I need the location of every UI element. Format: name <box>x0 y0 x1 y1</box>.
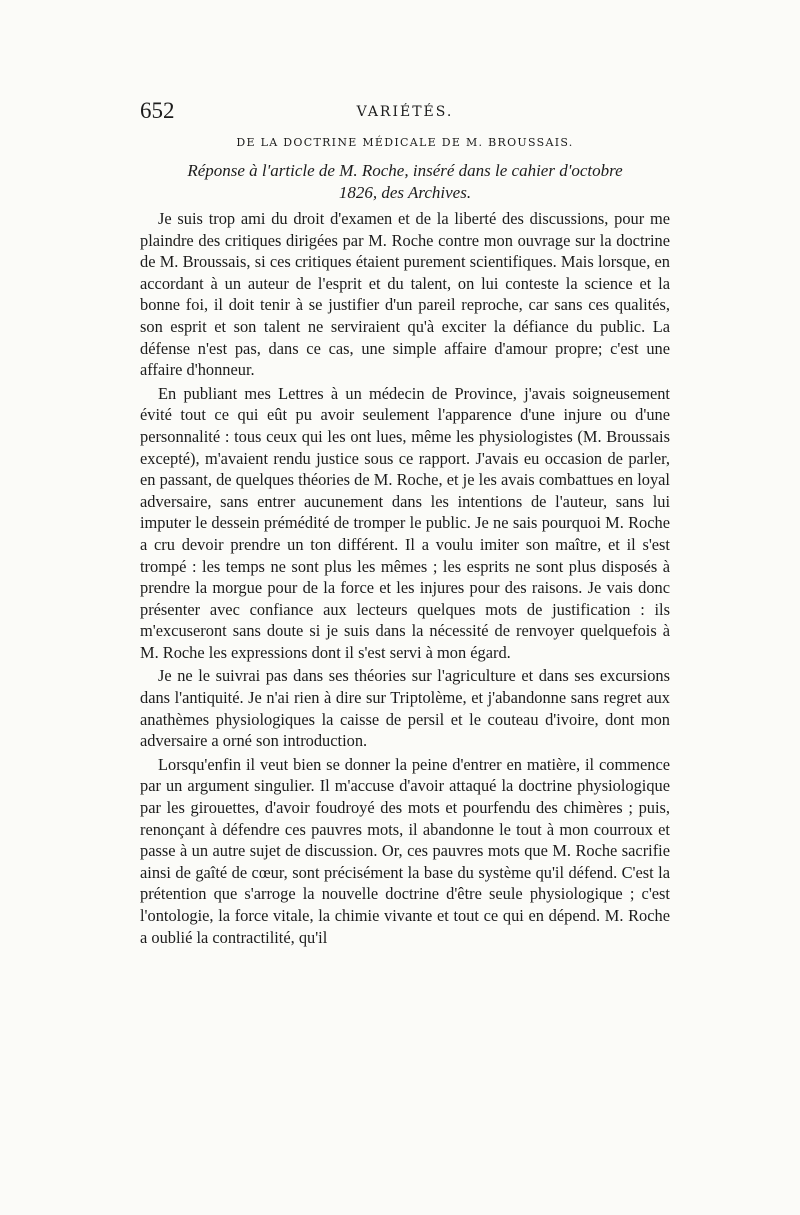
subtitle-line-1: Réponse à l'article de M. Roche, inséré dans le cahier d'octobre <box>187 161 623 180</box>
page-number: 652 <box>140 98 175 123</box>
paragraph: Lorsqu'enfin il veut bien se donner la peine d'entrer en matière, il commence par un argument singulier. Il m'accuse d'avoir attaqué la doctrine physiologique par les girouettes, d'avoir foudroyé des mots et pourfendu des chimères ; puis, renonçant à défendre ces pauvres mots, il abandonne le tout à mon courroux et passe à un autre sujet de discussion. Or, ces pauvres mots que M. Roche sacrifie ainsi de gaîté de cœur, sont précisément la base du système qu'il défend. C'est la prétention que s'arroge la nouvelle doctrine d'être seule physiologique ; c'est l'ontologie, la force vitale, la chimie vivante et tout ce qui en dépend. M. Roche a oublié la contractilité, qu'il <box>140 754 670 947</box>
subtitle-line-2: 1826, des Archives. <box>338 183 472 202</box>
paragraph: En publiant mes Lettres à un médecin de Province, j'avais soigneusement évité tout ce qui eût pu avoir seulement l'apparence d'une injure ou d'une personnalité : tous ceux qui les ont lues, même les physiologistes (M. Broussais excepté), m'avaient rendu justice sous ce rapport. J'avais eu occasion de parler, en passant, de quelques théories de M. Roche, et je les avais combattues en loyal adversaire, sans entrer aucunement dans les intentions de l'auteur, sans lui imputer le dessein prémédité de tromper le public. Je ne sais pourquoi M. Roche a cru devoir prendre un ton différent. Il a voulu imiter son maître, et il s'est trompé : les temps ne sont plus les mêmes ; les esprits ne sont plus disposés à prendre la morgue pour de la force et les injures pour des raisons. Je vais donc présenter avec confiance aux lecteurs quelques mots de justification : ils m'excuseront sans doute si je suis dans la nécessité de renvoyer quelquefois à M. Roche les expressions dont il s'est servi à mon égard. <box>140 383 670 662</box>
paragraph: Je ne le suivrai pas dans ses théories sur l'agriculture et dans ses excursions dans l'antiquité. Je n'ai rien à dire sur Triptolème, et j'abandonne sans regret aux anathèmes physiologiques la caisse de persil et le couteau d'ivoire, dont mon adversaire a orné son introduction. <box>140 666 670 751</box>
running-head <box>140 98 670 128</box>
paragraph: Je suis trop ami du droit d'examen et de la liberté des discussions, pour me plaindre des critiques dirigées par M. Roche contre mon ouvrage sur la doctrine de M. Broussais, si ces critiques étaient purement scientifiques. Mais lorsque, en accordant à un auteur de l'esprit et du talent, on lui conteste la science et la bonne foi, il doit tenir à se justifier d'un pareil reproche, car sans ces qualités, son esprit et son talent ne serviraient qu'à exciter la défiance du public. La défense n'est pas, dans ce cas, une simple affaire d'amour propre; c'est une affaire d'honneur. <box>140 209 670 380</box>
article-title: DE LA DOCTRINE MÉDICALE DE M. BROUSSAIS. <box>236 136 574 149</box>
article-body <box>140 208 670 948</box>
article-subtitle <box>140 160 670 204</box>
running-title: VARIÉTÉS. <box>356 104 454 120</box>
